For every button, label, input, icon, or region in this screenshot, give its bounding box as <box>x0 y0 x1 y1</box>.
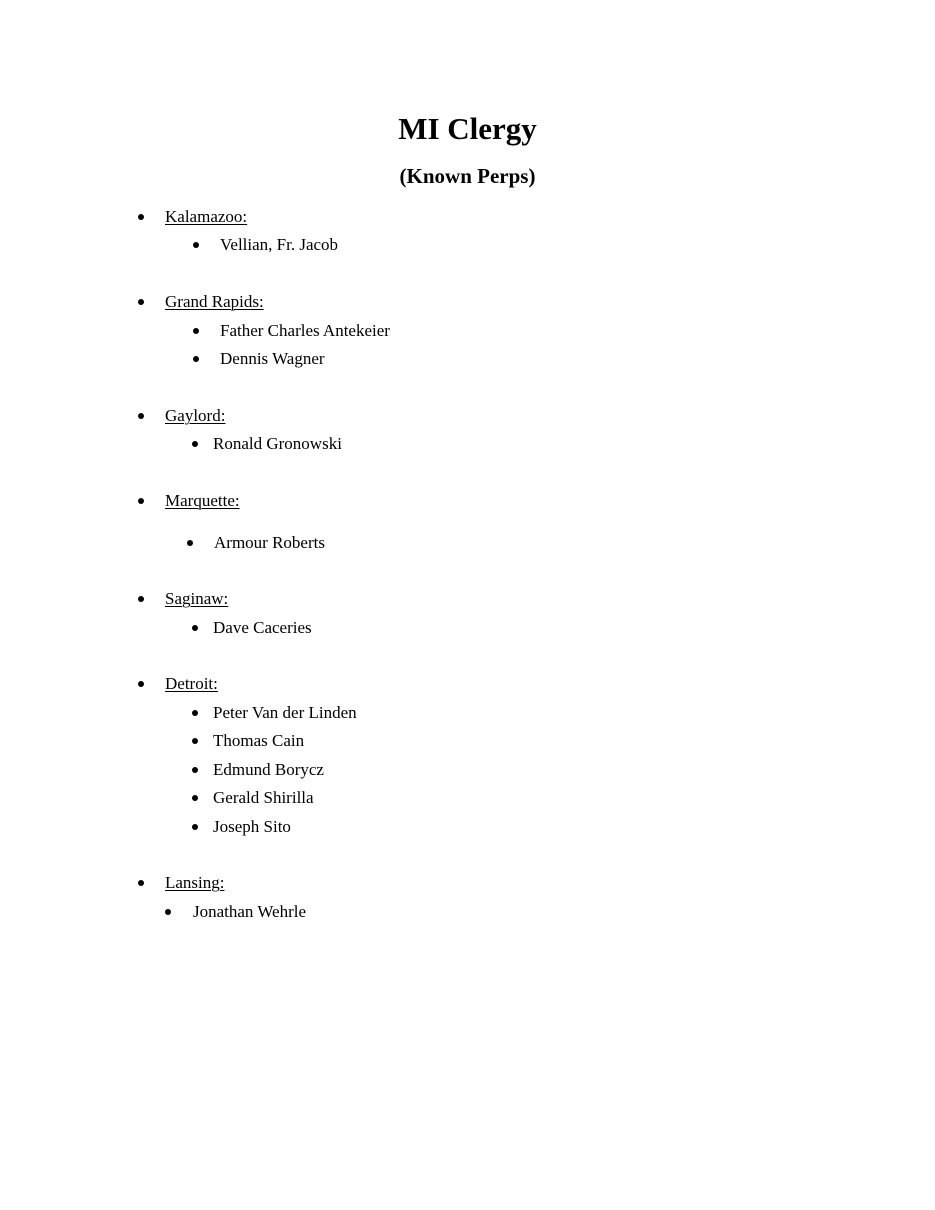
document-title: MI Clergy <box>398 111 537 146</box>
bullet-icon <box>138 498 144 504</box>
bullet-icon <box>192 795 198 801</box>
bullet-icon <box>193 328 199 334</box>
bullet-icon <box>192 710 198 716</box>
list-item: Joseph Sito <box>213 817 291 836</box>
list-item: Father Charles Antekeier <box>220 321 390 340</box>
bullet-icon <box>192 625 198 631</box>
list-item: Vellian, Fr. Jacob <box>220 235 339 254</box>
section-heading-saginaw: Saginaw: <box>165 589 229 608</box>
section-heading-marquette: Marquette: <box>165 491 240 510</box>
list-item: Peter Van der Linden <box>213 703 357 722</box>
bullet-icon <box>138 681 144 687</box>
list-item: Gerald Shirilla <box>213 788 314 807</box>
list-item: Dave Caceries <box>213 618 312 637</box>
list-item: Armour Roberts <box>214 533 325 552</box>
section-heading-grand-rapids: Grand Rapids: <box>165 292 264 311</box>
bullet-icon <box>138 596 144 602</box>
bullet-icon <box>187 540 193 546</box>
list-item: Dennis Wagner <box>220 349 325 368</box>
bullet-icon <box>192 441 198 447</box>
bullet-icon <box>193 356 199 362</box>
section-heading-kalamazoo: Kalamazoo: <box>165 207 248 226</box>
bullet-icon <box>193 242 199 248</box>
section-heading-gaylord: Gaylord: <box>165 406 226 425</box>
list-item: Thomas Cain <box>213 731 305 750</box>
bullet-icon <box>138 880 144 886</box>
bullet-icon <box>192 824 198 830</box>
bullet-icon <box>138 413 144 419</box>
bullet-icon <box>138 214 144 220</box>
bullet-icon <box>138 299 144 305</box>
bullet-icon <box>192 767 198 773</box>
bullet-icon <box>192 738 198 744</box>
section-heading-detroit: Detroit: <box>165 674 218 693</box>
list-item: Ronald Gronowski <box>213 434 342 453</box>
document-subtitle: (Known Perps) <box>399 164 536 188</box>
bullet-icon <box>165 909 171 915</box>
section-heading-lansing: Lansing: <box>165 873 225 892</box>
list-item: Jonathan Wehrle <box>193 902 307 921</box>
list-item: Edmund Borycz <box>213 760 324 779</box>
